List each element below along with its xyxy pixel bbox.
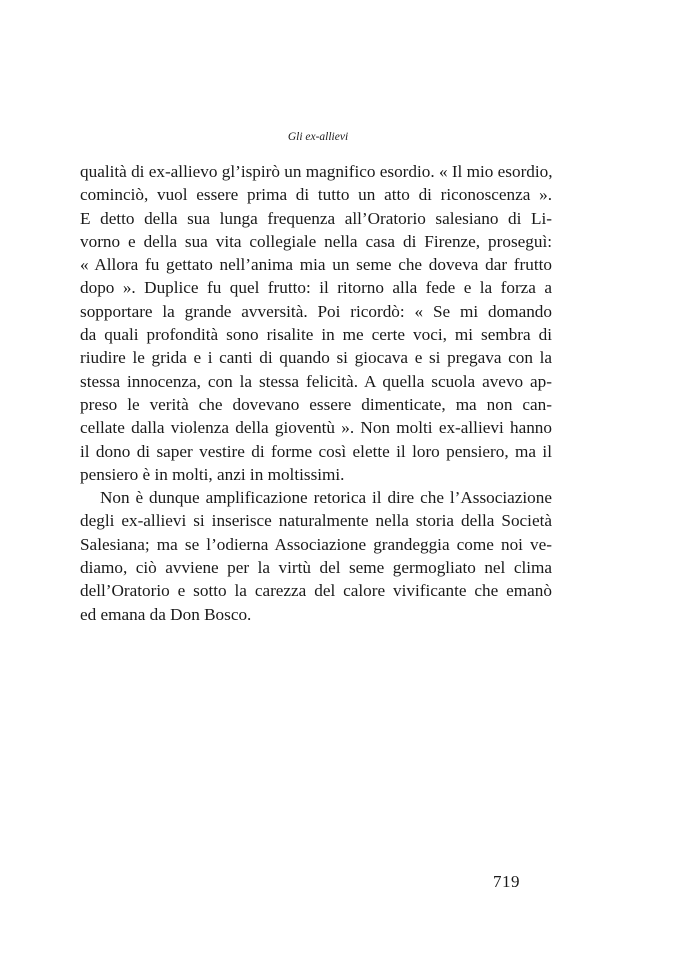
text-line: stessa innocenza, con la stessa felicità. A quella scuola avevo ap- — [80, 371, 552, 391]
text-line: cellate dalla violenza della gioventù ». Non molti ex-allievi hanno — [80, 418, 552, 438]
text-line: E detto della sua lunga frequenza all’Oratorio salesiano di Li- — [80, 208, 552, 228]
text-line: sopportare la grande avversità. Poi ricordò: « Se mi domando — [80, 301, 552, 321]
text-line: da quali profondità sono risalite in me certe voci, mi sembra di — [80, 325, 552, 345]
text-line: riudire le grida e i canti di quando si giocava e si pregava con la — [80, 348, 552, 368]
text-line: pensiero è in molti, anzi in moltissimi. — [80, 464, 345, 484]
text-line: « Allora fu gettato nell’anima mia un seme che doveva dar frutto — [80, 255, 552, 275]
page-number: 719 — [493, 872, 520, 891]
text-line: Salesiana; ma se l’odierna Associazione grandeggia come noi ve- — [80, 534, 552, 554]
text-line: dell’Oratorio e sotto la carezza del calore vivificante che emanò — [80, 581, 552, 601]
text-line: degli ex-allievi si inserisce naturalmente nella storia della Società — [80, 511, 552, 531]
text-line: ed emana da Don Bosco. — [80, 604, 252, 624]
text-line: dopo ». Duplice fu quel frutto: il ritorno alla fede e la forza a — [80, 278, 552, 298]
text-line: cominciò, vuol essere prima di tutto un atto di riconoscenza ». — [80, 185, 552, 205]
text-line: il dono di saper vestire di forme così elette il loro pensiero, ma il — [80, 441, 552, 461]
running-head: Gli ex-allievi — [287, 131, 349, 143]
text-line: diamo, ciò avviene per la virtù del seme germogliato nel clima — [80, 558, 552, 578]
text-line: preso le verità che dovevano essere dimenticate, ma non can- — [80, 394, 552, 414]
paragraph-2 — [80, 486, 552, 626]
text-line: vorno e della sua vita collegiale nella casa di Firenze, proseguì: — [80, 231, 552, 251]
text-line: qualità di ex-allievo gl’ispirò un magnifico esordio. « Il mio esordio, — [80, 162, 553, 181]
body-text — [80, 160, 552, 626]
text-line: Non è dunque amplificazione retorica il dire che l’Associazione — [100, 488, 552, 508]
paragraph-1 — [80, 160, 552, 486]
